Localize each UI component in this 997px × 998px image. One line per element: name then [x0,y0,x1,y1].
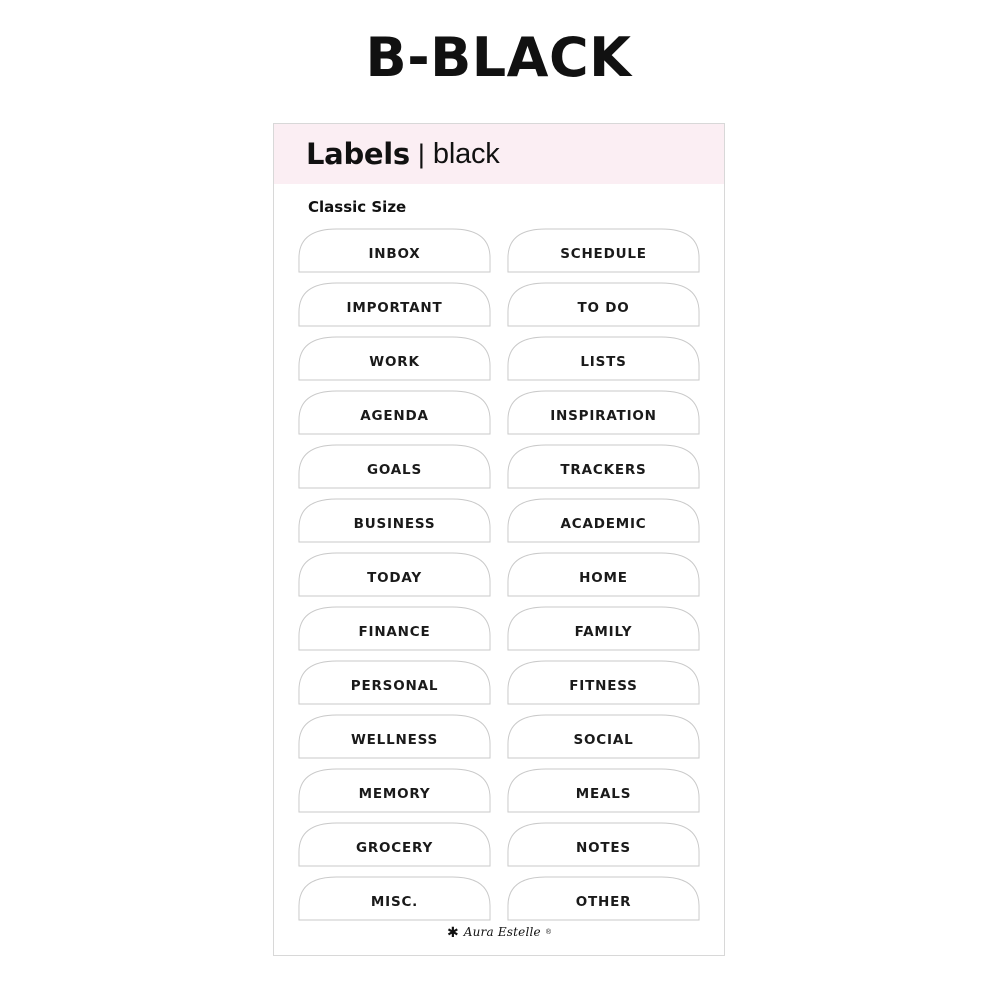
label-tab[interactable] [507,282,700,327]
label-tab[interactable] [298,498,491,543]
label-grid [274,228,724,921]
sheet-header [274,124,724,184]
label-tab-text: SCHEDULE [560,245,647,262]
label-tab-text: FAMILY [574,623,633,640]
label-tab[interactable] [298,714,491,759]
label-tab-text: MEMORY [358,785,431,802]
label-tab[interactable] [298,282,491,327]
label-tab[interactable] [507,768,700,813]
label-tab[interactable] [298,768,491,813]
label-tab-text: PERSONAL [350,677,439,694]
label-tab[interactable] [298,444,491,489]
sheet-header-separator: | [417,138,425,169]
sheet-header-title: Labels [306,137,410,171]
label-tab-text: MEALS [575,785,632,802]
label-tab-text: AGENDA [360,407,429,424]
label-tab[interactable] [507,498,700,543]
label-tab-text: INBOX [368,245,421,262]
label-tab-text: HOME [579,569,628,586]
label-tab[interactable] [507,444,700,489]
label-tab-text: GOALS [367,461,422,478]
label-tab[interactable] [298,336,491,381]
label-tab[interactable] [507,876,700,921]
label-tab-text: LISTS [580,353,627,370]
star-icon: ✱ [446,924,459,940]
label-tab-text: WORK [369,353,420,370]
label-tab-text: FITNESS [569,677,638,694]
label-tab-text: ACADEMIC [560,515,647,532]
label-tab[interactable] [298,552,491,597]
label-tab-text: FINANCE [358,623,431,640]
sheet-header-subtitle: black [432,137,500,170]
label-tab-text: MISC. [370,893,419,910]
label-tab[interactable] [507,228,700,273]
size-label: Classic Size [308,198,407,216]
label-tab-text: TODAY [367,569,422,586]
label-tab[interactable] [298,876,491,921]
label-tab[interactable] [298,606,491,651]
label-tab-text: SOCIAL [573,731,634,748]
label-tab-text: WELLNESS [350,731,439,748]
label-tab[interactable] [298,660,491,705]
label-tab[interactable] [507,390,700,435]
registered-mark: ® [545,928,552,936]
label-tab[interactable] [298,822,491,867]
label-tab-text: TRACKERS [560,461,647,478]
label-tab-text: INSPIRATION [550,407,657,424]
label-tab-text: IMPORTANT [346,299,443,316]
label-sheet [273,123,725,956]
label-tab[interactable] [507,660,700,705]
brand-footer [274,925,724,939]
label-tab-text: BUSINESS [353,515,436,532]
label-tab[interactable] [298,390,491,435]
page-title: B-BLACK [365,26,632,89]
label-tab[interactable] [298,228,491,273]
label-tab[interactable] [507,714,700,759]
label-tab[interactable] [507,336,700,381]
label-tab-text: OTHER [575,893,632,910]
label-tab-text: GROCERY [355,839,434,856]
label-tab[interactable] [507,552,700,597]
label-tab-text: NOTES [576,839,631,856]
label-tab[interactable] [507,606,700,651]
label-tab-text: TO DO [577,299,630,316]
label-tab[interactable] [507,822,700,867]
brand-name: Aura Estelle [463,925,541,939]
